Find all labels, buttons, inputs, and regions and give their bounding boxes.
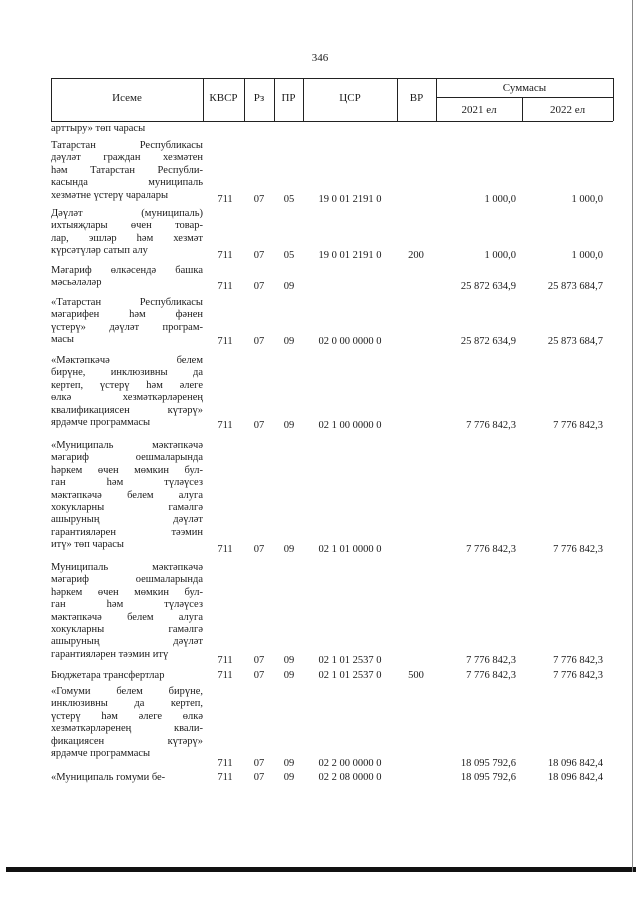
description-line: инклюзивны да кертеп, [51,698,203,710]
description-line: үстерү» дәүләт програм- [51,321,203,333]
description-line: ган һәм түләүсез [51,477,203,489]
row-description [51,140,203,202]
cell-sum-2021: 25 872 634,9 [460,336,516,347]
header-kvsr: КВСР [209,92,238,104]
description-line: арттыру» төп чарасы [51,123,146,134]
cell-kvsr: 711 [217,655,233,666]
row-description [51,123,203,135]
row-description [51,686,203,760]
description-line: «Муниципаль мәктәпкәчә [51,440,203,451]
description-line: үстерү һәм әлеге өлкә [51,710,203,722]
cell-pr: 09 [283,420,295,431]
cell-sum-2022: 25 873 684,7 [547,336,603,347]
cell-sum-2021: 18 095 792,6 [460,772,516,783]
cell-kvsr: 711 [217,758,233,769]
cell-sum-2021: 1 000,0 [484,250,516,261]
description-line: масы [51,334,74,346]
description-line: һәм Татарстан Республи- [51,164,203,176]
cell-rz: 07 [253,250,265,261]
description-line: мәгариф оешмаларында [51,452,203,464]
description-line: «Муниципаль гомуми бе- [51,772,166,783]
cell-csr: 02 0 00 0000 0 [318,336,382,347]
cell-kvsr: 711 [217,772,233,783]
row-description [51,355,203,429]
cell-rz: 07 [253,670,265,681]
cell-sum-2022: 7 776 842,3 [553,655,603,666]
description-line: лар, эшләр һәм хезмәт [51,232,203,244]
header-top-border [51,78,613,79]
cell-rz: 07 [253,758,265,769]
cell-sum-2021: 18 095 792,6 [460,758,516,769]
cell-sum-2021: 7 776 842,3 [466,655,516,666]
cell-csr: 02 1 01 0000 0 [318,544,382,555]
cell-kvsr: 711 [217,670,233,681]
cell-vr: 200 [408,250,424,261]
description-line: ашыруның дәүләт [51,636,203,648]
cell-rz: 07 [253,772,265,783]
cell-rz: 07 [253,655,265,666]
header-name: Исеме [112,92,142,104]
description-line: хезмәткәрләренең квали- [51,723,203,735]
description-line: квалификациясен күтәрү» [51,404,203,416]
description-line: Татарстан Республикасы [51,140,203,151]
cell-sum-2022: 7 776 842,3 [553,420,603,431]
cell-rz: 07 [253,420,265,431]
header-sums-divider [436,97,613,98]
cell-pr: 05 [283,194,295,205]
cell-rz: 07 [253,194,265,205]
row-description [51,562,203,661]
description-line: мәгарифен һәм фәнен [51,309,203,321]
cell-sum-2022: 18 096 842,4 [547,758,603,769]
row-description [51,265,203,290]
cell-sum-2021: 7 776 842,3 [466,544,516,555]
description-line: хезмәтне үстерү чаралары [51,189,169,201]
description-line: мәсьәләләр [51,277,102,289]
description-line: күрсәтүләр сатып алу [51,245,148,257]
description-line: ган һәм түләүсез [51,599,203,611]
description-line: «Мәктәпкәчә белем [51,355,203,366]
cell-kvsr: 711 [217,420,233,431]
cell-csr: 02 1 00 0000 0 [318,420,382,431]
description-line: мәктәпкәчә белем алуга [51,489,203,501]
description-line: Бюджетара трансфертлар [51,670,165,681]
header-col-border [613,78,614,121]
cell-kvsr: 711 [217,281,233,292]
cell-kvsr: 711 [217,544,233,555]
row-description [51,208,203,258]
cell-sum-2021: 7 776 842,3 [466,420,516,431]
description-line: итү» төп чарасы [51,539,124,551]
description-line: ашыруның дәүләт [51,514,203,526]
cell-kvsr: 711 [217,250,233,261]
cell-rz: 07 [253,544,265,555]
description-line: хокукларны гамәлгә [51,502,203,514]
header-csr: ЦСР [339,92,361,104]
description-line: «Гомуми белем бирүне, [51,686,203,697]
description-line: һәркем өчен мөмкин бул- [51,586,203,598]
cell-pr: 09 [283,281,295,292]
cell-csr: 19 0 01 2191 0 [318,250,382,261]
row-description [51,440,203,552]
description-line: «Татарстан Республикасы [51,297,203,308]
description-line: хокукларны гамәлгә [51,624,203,636]
description-line: ихтыяҗлары өчен товар- [51,220,203,232]
description-line: кертеп, үстерү һәм әлеге [51,379,203,391]
description-line: фикациясен күтәрү» [51,735,203,747]
cell-pr: 09 [283,336,295,347]
row-description [51,297,203,347]
description-line: ярдәмче программасы [51,748,151,760]
header-year-2022: 2022 ел [549,104,586,116]
cell-sum-2022: 25 873 684,7 [547,281,603,292]
cell-sum-2022: 7 776 842,3 [553,544,603,555]
row-description [51,670,203,682]
description-line: ярдәмче программасы [51,417,151,429]
cell-sum-2021: 1 000,0 [484,194,516,205]
description-line: бирүне, инклюзивны да [51,367,203,379]
description-line: гарантияләрен тәэмин итү [51,648,169,660]
cell-vr: 500 [408,670,424,681]
description-line: мәгариф оешмаларында [51,574,203,586]
cell-csr: 02 2 08 0000 0 [318,772,382,783]
cell-csr: 02 2 00 0000 0 [318,758,382,769]
page-number: 346 [311,52,329,64]
header-sums: Суммасы [502,82,547,94]
description-line: һәркем өчен мөмкин бул- [51,464,203,476]
cell-sum-2022: 18 096 842,4 [547,772,603,783]
cell-pr: 09 [283,670,295,681]
description-line: дәүләт граждан хезмәтен [51,152,203,164]
description-line: Дәүләт (муниципаль) [51,208,203,219]
cell-pr: 09 [283,758,295,769]
scan-bottom-edge [6,867,636,872]
cell-sum-2022: 7 776 842,3 [553,670,603,681]
scan-right-edge [632,0,633,872]
cell-sum-2022: 1 000,0 [571,194,603,205]
cell-sum-2021: 7 776 842,3 [466,670,516,681]
cell-pr: 09 [283,772,295,783]
cell-pr: 05 [283,250,295,261]
cell-sum-2021: 25 872 634,9 [460,281,516,292]
header-vr: ВР [409,92,424,104]
header-bottom-border [51,121,613,122]
description-line: касында муниципаль [51,177,203,189]
cell-pr: 09 [283,544,295,555]
description-line: Мәгариф өлкәсендә башка [51,265,203,276]
header-pr: ПР [281,92,296,104]
header-rz: Рз [253,92,265,104]
cell-csr: 02 1 01 2537 0 [318,670,382,681]
cell-pr: 09 [283,655,295,666]
row-description [51,772,203,784]
description-line: мәктәпкәчә белем алуга [51,611,203,623]
description-line: гарантияләрен тәэмин [51,526,203,538]
cell-csr: 02 1 01 2537 0 [318,655,382,666]
cell-rz: 07 [253,336,265,347]
cell-rz: 07 [253,281,265,292]
description-line: Муниципаль мәктәпкәчә [51,562,203,573]
description-line: өлкә хезмәткәрләренең [51,392,203,404]
cell-kvsr: 711 [217,336,233,347]
cell-csr: 19 0 01 2191 0 [318,194,382,205]
header-year-2021: 2021 ел [461,104,497,116]
cell-sum-2022: 1 000,0 [571,250,603,261]
cell-kvsr: 711 [217,194,233,205]
